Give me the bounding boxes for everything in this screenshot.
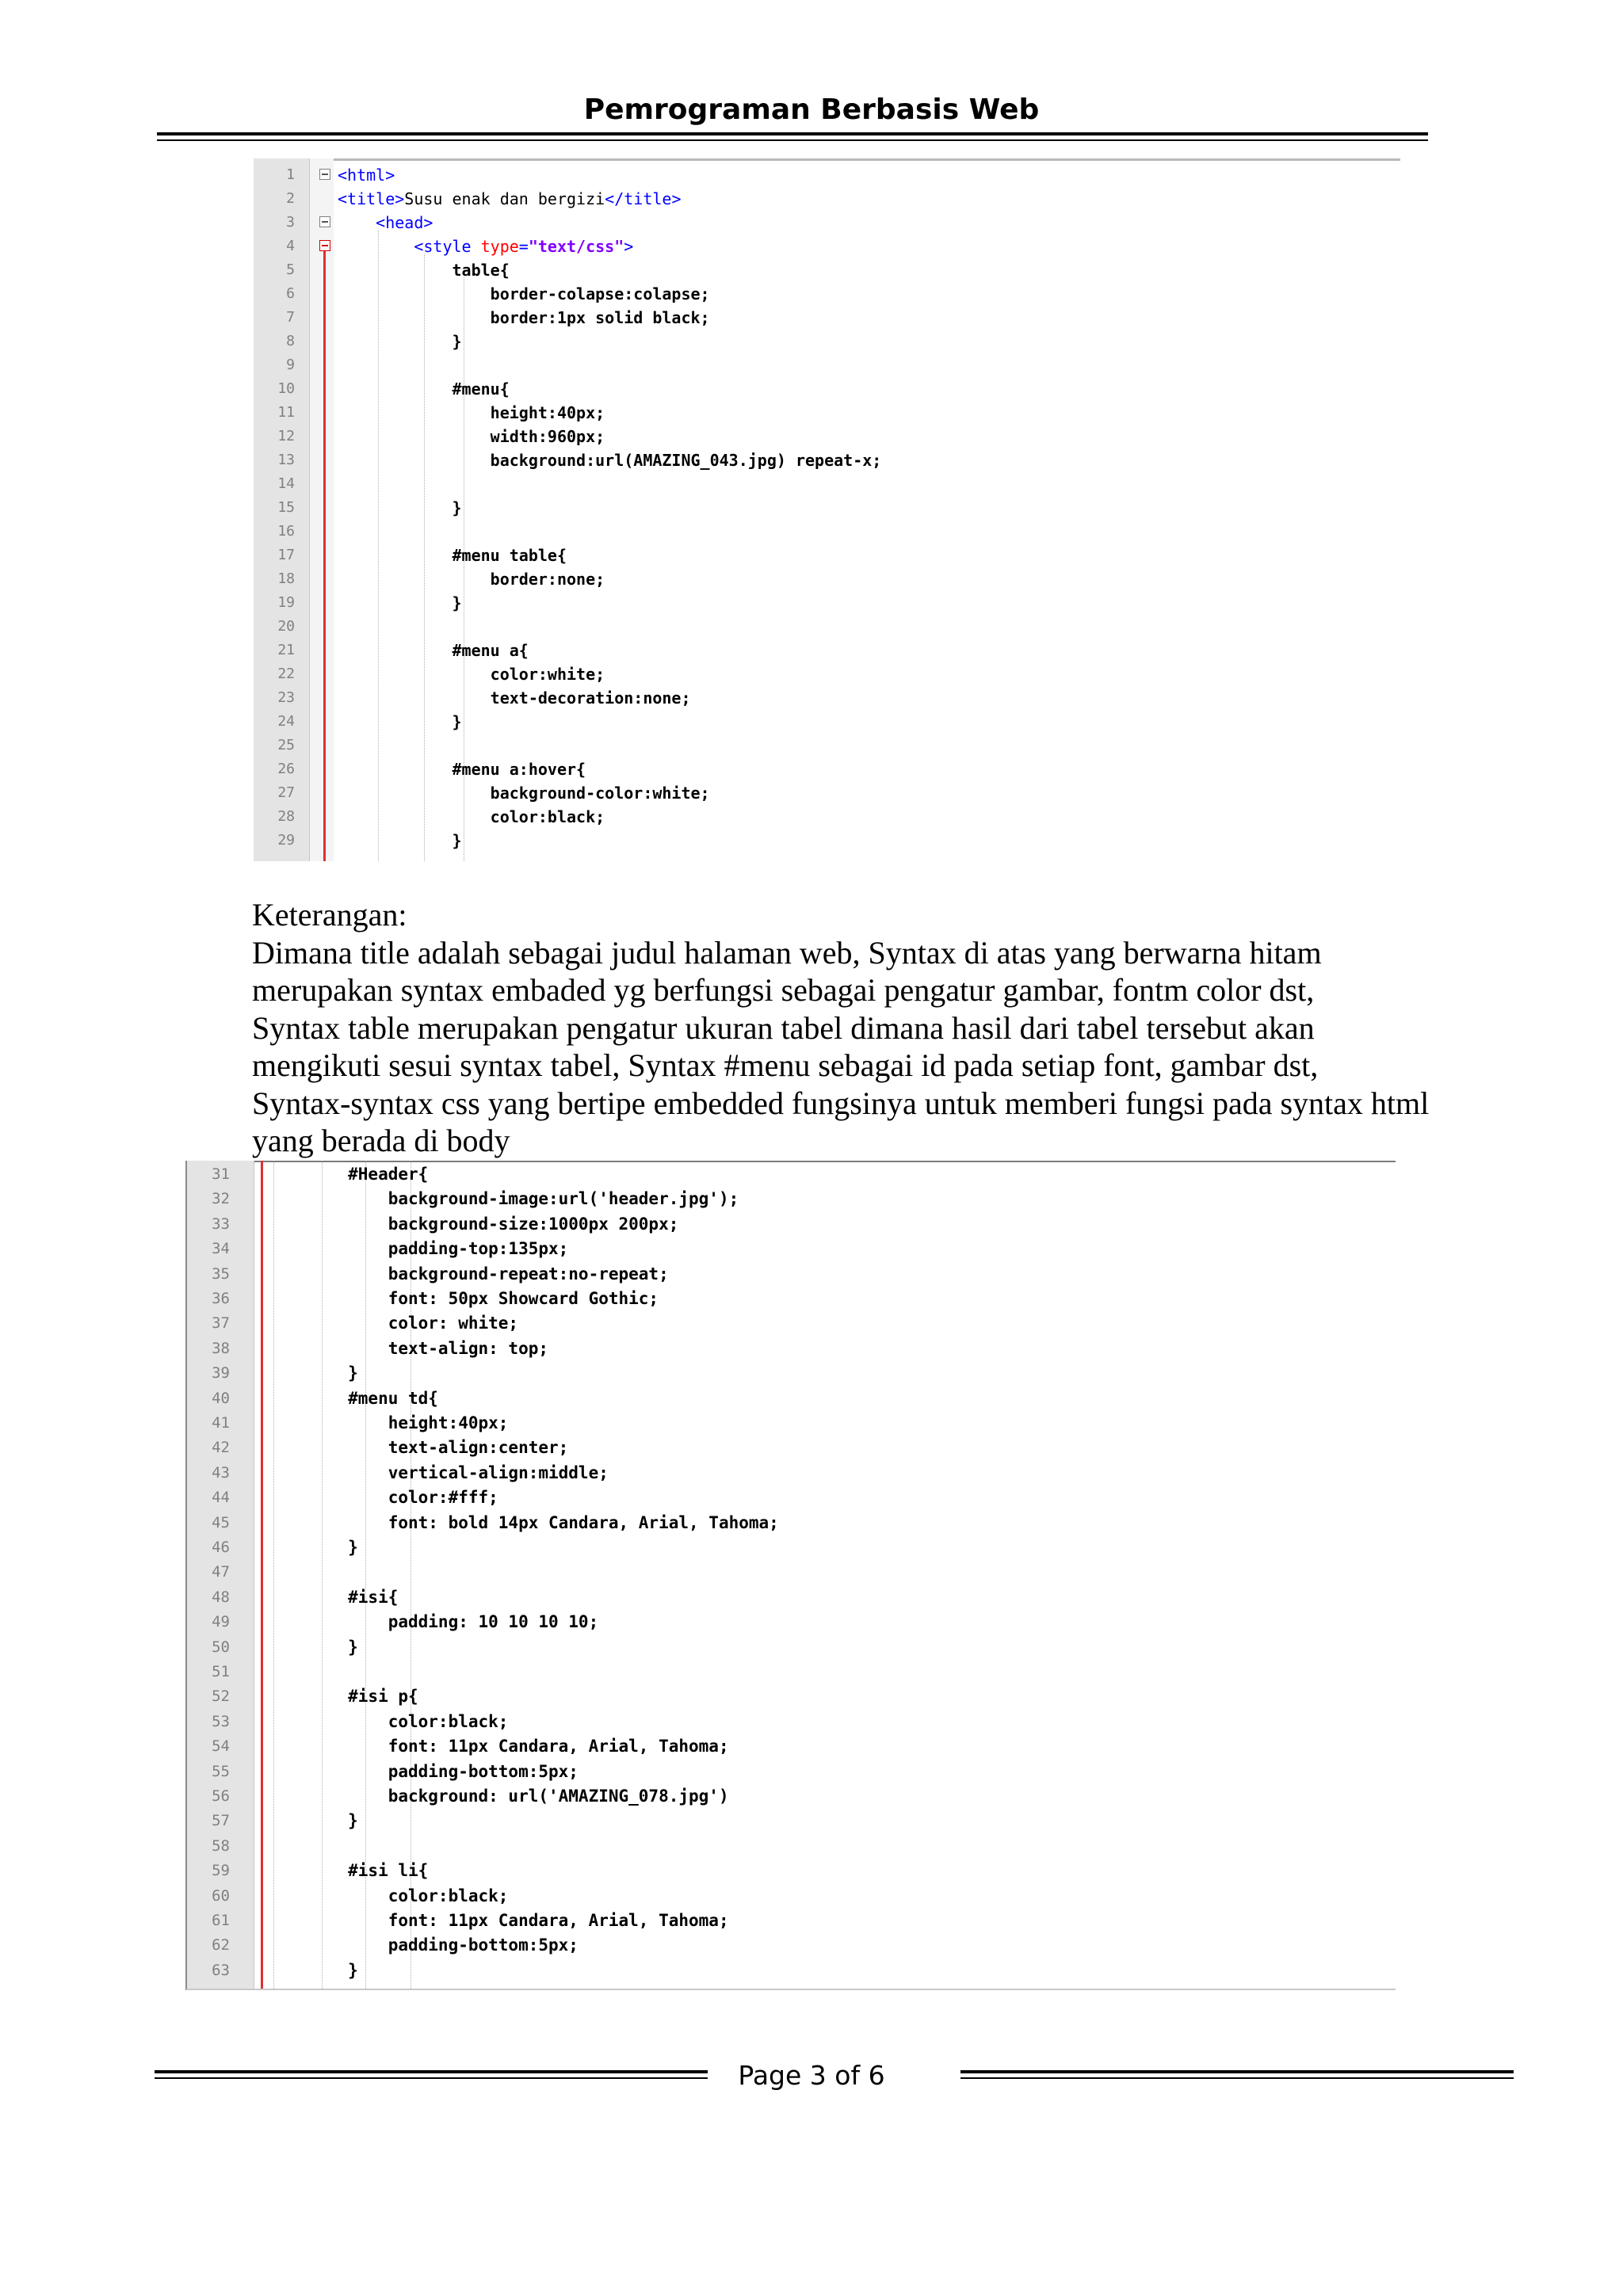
code-text: font: 50px Showcard Gothic; [268,1289,659,1308]
line-number: 60 [212,1886,230,1905]
line-number: 34 [212,1240,230,1258]
keterangan-line: mengikuti sesui syntax tabel, Syntax #menu sebagai id pada setiap font, gambar dst, [252,1047,1319,1083]
code-text: <head> [376,213,433,232]
line-number: 52 [212,1688,230,1706]
line-number: 59 [212,1862,230,1880]
code-line [254,211,1400,235]
code-text: text-align: top; [268,1338,549,1358]
code-text: border:none; [338,570,605,589]
code-text: } [338,498,462,517]
code-text: border-colapse:colapse; [338,284,710,303]
code-text: } [268,1538,358,1557]
code-text: padding-top:135px; [268,1239,569,1259]
editor-top-border [254,158,1400,161]
code-text: font: bold 14px Candara, Arial, Tahoma; [268,1512,779,1532]
keterangan-line: Syntax table merupakan pengatur ukuran tabel dimana hasil dari tabel tersebut akan [252,1009,1315,1046]
line-number: 25 [277,737,295,753]
code-line [254,496,1400,520]
code-line [187,1635,1396,1660]
keterangan-line: merupakan syntax embaded yg berfungsi sebagai pengatur gambar, fontm color dst, [252,972,1315,1008]
line-number: 28 [277,808,295,825]
code-line [254,472,1400,496]
code-text: background-color:white; [338,784,710,803]
code-line [187,1734,1396,1759]
line-number: 39 [212,1364,230,1383]
code-line [254,163,1400,187]
code-line [187,1610,1396,1634]
code-line [187,1560,1396,1585]
code-text: height:40px; [338,403,605,422]
code-text: color:#fff; [268,1488,498,1508]
code-text: #menu a:hover{ [338,760,586,779]
code-line [187,1834,1396,1859]
code-text: #Header{ [268,1165,429,1184]
code-line [187,1162,1396,1187]
code-text: #isi li{ [268,1861,429,1881]
code-text: border:1px solid black; [338,308,710,327]
header-rule-thick [157,132,1428,135]
keterangan-line: Syntax-syntax css yang bertipe embedded fungsinya untuk memberi fungsi pada syntax html [252,1085,1430,1121]
line-number: 47 [212,1563,230,1581]
code-line [254,662,1400,686]
code-screenshot-2 [185,1161,1396,1990]
line-number: 36 [212,1290,230,1307]
code-line [187,1809,1396,1833]
line-number: 12 [277,428,295,444]
code-line [254,187,1400,211]
keterangan-section [252,896,1488,1160]
line-number: 17 [277,547,295,563]
line-number: 18 [277,570,295,587]
code-line [254,615,1400,639]
code-text: #menu table{ [338,546,567,565]
line-number: 20 [277,618,295,635]
code-text: color:black; [338,807,605,826]
line-number: 8 [286,333,295,349]
footer-rule-right-thick [960,2070,1514,2073]
code-text: } [338,332,462,351]
code-line [254,591,1400,615]
code-line [254,710,1400,734]
code-line [187,1784,1396,1809]
code-text: } [338,712,462,731]
code-line [187,1884,1396,1909]
code-text: <style type="text/css"> [414,237,634,256]
line-number: 62 [212,1936,230,1955]
code-line [187,1361,1396,1386]
code-line [254,448,1400,472]
line-number: 2 [286,190,295,207]
line-number: 45 [212,1513,230,1531]
line-number: 40 [212,1389,230,1407]
code-line [254,401,1400,425]
code-line [254,757,1400,781]
line-number: 21 [277,642,295,658]
code-text: } [268,1363,358,1383]
code-line [187,1859,1396,1883]
code-line [187,1212,1396,1237]
code-line [187,1237,1396,1261]
code-line [187,1287,1396,1311]
code-text: background:url(AMAZING_043.jpg) repeat-x; [338,451,882,470]
line-number: 49 [212,1613,230,1631]
code-text: #isi p{ [268,1687,418,1707]
line-number: 13 [277,452,295,468]
page-header-title: Pemrograman Berbasis Web [583,93,1040,126]
code-line [254,829,1400,852]
code-text: <html> [338,166,395,185]
code-line [187,1436,1396,1460]
footer-rule-right-thin [960,2077,1514,2079]
code-line [187,1585,1396,1610]
line-number: 53 [212,1712,230,1730]
code-text: } [268,1960,358,1980]
code-text: background: url('AMAZING_078.jpg') [268,1787,729,1806]
code-text: table{ [338,261,510,280]
code-screenshot-1 [254,158,1400,861]
code-text: #menu td{ [268,1388,438,1408]
code-line [254,282,1400,306]
code-line [254,805,1400,829]
code-line [254,686,1400,710]
line-number: 43 [212,1463,230,1482]
code-line [187,1486,1396,1510]
code-line [187,1535,1396,1560]
line-number: 37 [212,1314,230,1333]
code-text: } [268,1811,358,1831]
keterangan-heading: Keterangan: [252,897,407,933]
code-text: color:black; [268,1711,509,1731]
code-text: padding-bottom:5px; [268,1936,579,1955]
line-number: 54 [212,1737,230,1756]
line-number: 61 [212,1912,230,1929]
code-line [187,1684,1396,1709]
code-line [187,1958,1396,1983]
code-text: background-size:1000px 200px; [268,1214,679,1234]
line-number: 23 [277,689,295,706]
line-number: 51 [212,1663,230,1680]
code-text: background-repeat:no-repeat; [268,1264,669,1283]
code-line [254,235,1400,258]
line-number: 32 [212,1190,230,1208]
line-number: 16 [277,523,295,540]
keterangan-line: Dimana title adalah sebagai judul halaman web, Syntax di atas yang berwarna hitam [252,934,1322,971]
code-text: color:white; [338,665,605,684]
code-line [254,353,1400,377]
code-line [254,567,1400,591]
code-line [254,520,1400,543]
page-number: Page 3 of 6 [738,2060,885,2091]
code-text: } [338,831,462,850]
code-text: } [338,593,462,612]
code-text: #menu{ [338,379,510,399]
code-line [187,1760,1396,1784]
line-number: 27 [277,784,295,801]
code-line [254,734,1400,757]
code-line [254,258,1400,282]
code-text: padding-bottom:5px; [268,1761,579,1781]
line-number: 46 [212,1539,230,1556]
code-line [187,1411,1396,1436]
line-number: 24 [277,713,295,730]
line-number: 41 [212,1414,230,1432]
code-line [187,1311,1396,1336]
code-line [187,1909,1396,1933]
code-line [254,330,1400,353]
line-number: 63 [212,1961,230,1979]
line-number: 26 [277,761,295,777]
line-number: 11 [277,404,295,421]
keterangan-line: yang berada di body [252,1123,510,1158]
code-line [187,1933,1396,1958]
line-number: 6 [286,285,295,302]
line-number: 15 [277,499,295,516]
line-number: 58 [212,1836,230,1855]
code-line [254,639,1400,662]
line-number: 35 [212,1264,230,1283]
code-text: width:960px; [338,427,605,446]
code-text: font: 11px Candara, Arial, Tahoma; [268,1737,729,1756]
code-line [187,1187,1396,1211]
code-text: color: white; [268,1314,519,1333]
code-text: text-decoration:none; [338,688,691,707]
code-line [187,1386,1396,1411]
code-line [187,1461,1396,1486]
header-rule-thin [157,139,1428,141]
code-text: font: 11px Candara, Arial, Tahoma; [268,1911,729,1930]
line-number: 22 [277,666,295,682]
code-line [254,306,1400,330]
code-line [254,543,1400,567]
code-line [187,1511,1396,1535]
code-text: } [268,1637,358,1657]
line-number: 31 [212,1165,230,1183]
line-number: 42 [212,1439,230,1457]
line-number: 1 [286,166,295,183]
code-text: text-align:center; [268,1438,569,1458]
line-number: 10 [277,380,295,397]
line-number: 33 [212,1215,230,1233]
line-number: 4 [286,238,295,254]
code-line [187,1660,1396,1684]
code-text: <title>Susu enak dan bergizi</title> [338,189,682,208]
code-line [187,1337,1396,1361]
line-number: 44 [212,1489,230,1507]
code-line [254,425,1400,448]
line-number: 19 [277,594,295,611]
code-text: background-image:url('header.jpg'); [268,1189,739,1209]
line-number: 57 [212,1812,230,1830]
line-number: 29 [277,832,295,849]
code-text: color:black; [268,1886,509,1905]
code-text: #menu a{ [338,641,529,660]
line-number: 9 [286,357,295,373]
code-text: vertical-align:middle; [268,1463,609,1482]
code-line [187,1710,1396,1734]
line-number: 3 [286,214,295,231]
code-line [187,1262,1396,1287]
code-text: height:40px; [268,1413,509,1432]
code-text: #isi{ [268,1587,399,1607]
line-number: 56 [212,1787,230,1805]
line-number: 5 [286,261,295,278]
code-line [254,377,1400,401]
code-line [254,781,1400,805]
line-number: 7 [286,309,295,326]
code-text: padding: 10 10 10 10; [268,1612,599,1632]
line-number: 50 [212,1638,230,1656]
line-number: 14 [277,475,295,492]
line-number: 38 [212,1339,230,1357]
line-number: 55 [212,1762,230,1780]
line-number: 48 [212,1588,230,1606]
